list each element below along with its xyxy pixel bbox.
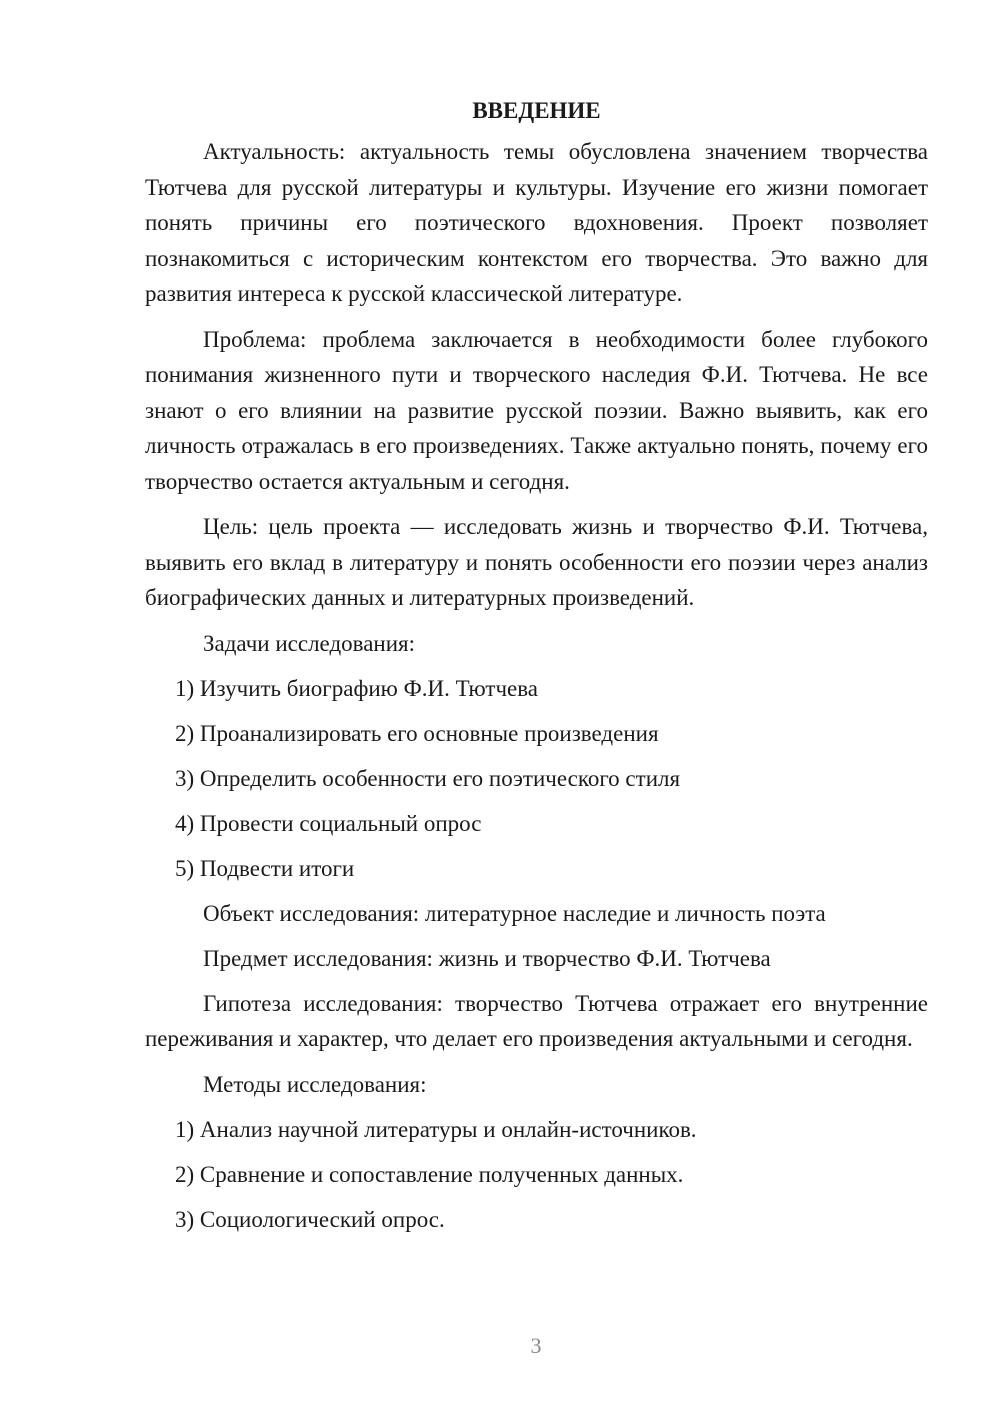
tasks-heading: Задачи исследования: (203, 630, 416, 656)
page-number: 3 (530, 1333, 542, 1358)
method-item: 3) Социологический опрос. (175, 1206, 445, 1232)
method-item: 1) Анализ научной литературы и онлайн-источников. (175, 1116, 697, 1142)
problem-paragraph: Проблема: проблема заключается в необходимости более глубокого понимания жизненного пути и творческого наследия Ф.И. Тютчева. Не все знают о его влиянии на развитие русской поэзии. Важно выявить, как его личность отражалась в его произведениях. Также актуально понять, почему его творчество остается актуальным и сегодня. (145, 326, 928, 494)
relevance-paragraph: Актуальность: актуальность темы обусловлена значением творчества Тютчева для русской литературы и культуры. Изучение его жизни помогает понять причины его поэтического вдохновения. Проект позволяет познакомиться с историческим контекстом его творчества. Это важно для развития интереса к русской классической литературе. (145, 139, 928, 306)
object-line: Объект исследования: литературное наследие и личность поэта (203, 900, 826, 926)
page-title: ВВЕДЕНИЕ (472, 98, 601, 123)
task-item: 1) Изучить биографию Ф.И. Тютчева (175, 675, 538, 701)
hypothesis-paragraph: Гипотеза исследования: творчество Тютчева отражает его внутренние переживания и характер, что делает его произведения актуальными и сегодня. (145, 990, 928, 1051)
task-item: 2) Проанализировать его основные произведения (175, 720, 659, 746)
goal-paragraph: Цель: цель проекта — исследовать жизнь и творчество Ф.И. Тютчева, выявить его вклад в литературу и понять особенности его поэзии через анализ биографических данных и литературных произведений. (145, 514, 928, 610)
subject-line: Предмет исследования: жизнь и творчество Ф.И. Тютчева (203, 945, 771, 971)
task-item: 5) Подвести итоги (175, 855, 355, 881)
task-item: 3) Определить особенности его поэтического стиля (175, 765, 681, 791)
method-item: 2) Сравнение и сопоставление полученных данных. (175, 1161, 684, 1187)
task-item: 4) Провести социальный опрос (175, 810, 482, 836)
methods-heading: Методы исследования: (203, 1071, 427, 1097)
document-page (145, 94, 928, 1247)
